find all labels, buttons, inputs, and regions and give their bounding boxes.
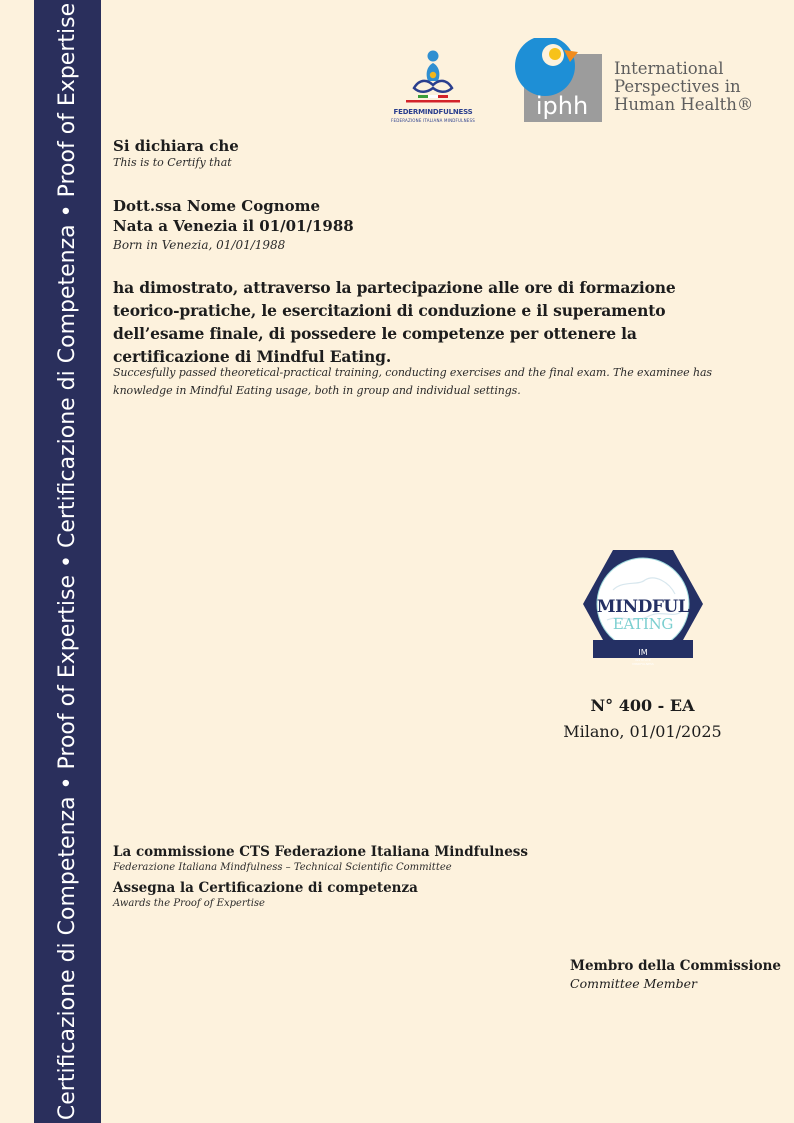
badge-mark — [630, 648, 656, 674]
commission-title-it: La commissione CTS Federazione Italiana Mindfulness — [113, 844, 529, 860]
declaration-en: This is to Certify that — [113, 156, 232, 169]
member-en: Committee Member — [570, 976, 698, 991]
member-block — [570, 957, 781, 993]
side-band-text: Certificazione di Competenza • Proof of Expertise • Certificazione di Competenza • Proof of Expertise — [55, 2, 80, 1121]
declaration — [113, 136, 239, 171]
person-born-it: Nata a Venezia il 01/01/1988 — [113, 217, 354, 235]
iphh-line: Perspectives in — [614, 77, 741, 96]
person-born-en: Born in Venezia, 01/01/1988 — [113, 238, 286, 252]
iphh-wordmark — [614, 60, 784, 114]
iphh-line: Human Health® — [614, 95, 754, 114]
iphh-mark-text: iphh — [535, 92, 589, 120]
statement-en: Succesfully passed theoretical-practical training, conducting exercises and the final exam. The examinee has knowledge in Mindful Eating usage, both in group and individual settings. — [113, 366, 712, 397]
federmindfulness-subtitle: FEDERAZIONE ITALIANA MINDFULNESS — [391, 118, 475, 123]
member-it: Membro della Commissione — [570, 958, 781, 974]
side-band — [34, 0, 101, 1123]
iphh-mark-icon — [512, 38, 604, 124]
commission-title-en: Federazione Italiana Mindfulness – Technical Scientific Committee — [113, 862, 452, 873]
meditating-figure-icon — [384, 48, 482, 108]
iphh-line: International — [614, 59, 724, 78]
badge-mark-text: IM — [638, 648, 648, 657]
badge-mark-subtitle: INSTITUTE MINDFULNESS — [632, 658, 654, 666]
certificate-number: N° 400 - EA — [590, 696, 695, 715]
commission-block — [113, 843, 528, 911]
person-name: Dott.ssa Nome Cognome — [113, 197, 321, 215]
badge-line2: EATING — [612, 615, 674, 633]
iphh-logo — [512, 38, 604, 124]
commission-assign-it: Assegna la Certificazione di competenza — [113, 880, 418, 896]
declaration-it: Si dichiara che — [113, 137, 239, 155]
commission-assign-en: Awards the Proof of Expertise — [113, 898, 265, 909]
badge-line1: MINDFUL — [596, 597, 690, 617]
federmindfulness-logo — [384, 48, 482, 128]
certificate-place-date: Milano, 01/01/2025 — [563, 722, 722, 741]
federmindfulness-name: FEDERMINDFULNESS — [393, 108, 473, 116]
person-block — [113, 196, 354, 254]
statement-it: ha dimostrato, attraverso la partecipazione alle ore di formazione teorico-pratiche, le esercitazioni di conduzione e il superamento dell’esame finale, di possedere le competenze per ottenere la certificazione di Mindful Eating. — [113, 278, 676, 366]
